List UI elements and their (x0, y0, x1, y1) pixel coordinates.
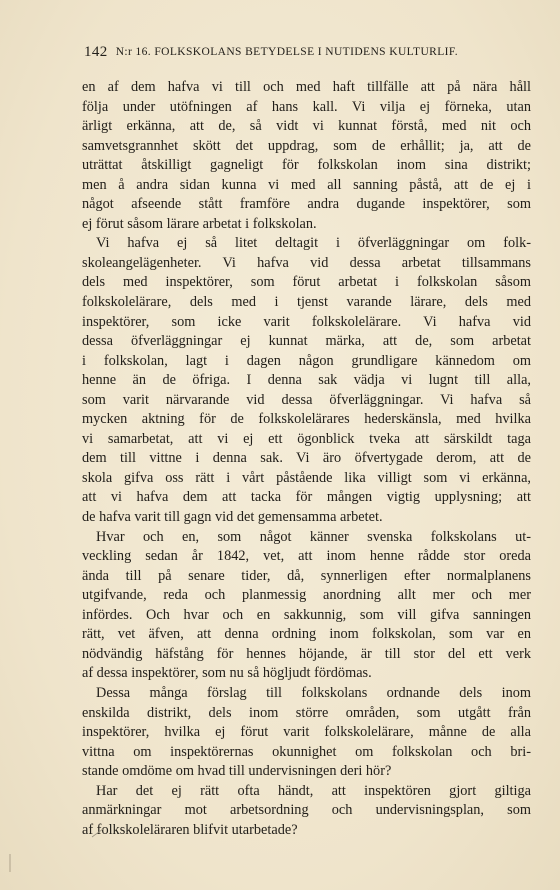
pencil-mark (90, 827, 106, 839)
text-line: något afseende stått framföre andra dugande inspektörer, som (82, 196, 531, 213)
text-line: infördes. Och hvar och en sakkunnig, som vill gifva sanningen (82, 606, 531, 623)
text-line: följa under utöfningen af hans kall. Vi vilja ej förneka, utan (82, 98, 531, 115)
body-text (82, 78, 531, 840)
text-line: enskilda distrikt, dels inom större områden, som utgått från (82, 704, 531, 721)
text-line: rätt, vet äfven, att denna ordning inom folkskolan, som var en (82, 626, 531, 643)
text-line: ärligt erkänna, att de, så vidt vi kunnat förstå, med nit och (82, 118, 531, 135)
text-line: inspektörer, hvilka ej förut varit folkskolelärare, månne de alla (82, 724, 531, 741)
text-line: nödvändig häfstång för hennes höjande, är till stor del ett verk (82, 645, 531, 662)
text-line: dem till vittne i denna sak. Vi äro öfvertygade derom, att de (82, 450, 531, 467)
text-line: skola gifva oss rätt i vårt påstående lika villigt som vi erkänna, (82, 469, 531, 486)
running-title: N:r 16. FOLKSKOLANS BETYDELSE I NUTIDENS KULTURLIF. (115, 46, 459, 58)
text-line: de hafva varit till gagn vid det gemensamma arbetet. (82, 509, 383, 526)
text-line: ej förut såsom lärare arbetat i folkskolan. (82, 215, 317, 232)
margin-mark (9, 854, 11, 872)
text-line: Vi hafva ej så litet deltagit i öfverläggningar om folk- (96, 235, 531, 252)
text-line: folkskolelärare, dels med i tjenst varande lärare, dels med (82, 294, 531, 311)
text-line: vittna om inspektörernas okunnighet om folkskolan och bri- (82, 743, 531, 760)
text-line: mycken aktning för de folkskolelärares hederskänsla, med hvilka (82, 411, 531, 428)
page-number: 142 (84, 44, 108, 60)
text-line: Dessa många förslag till folkskolans ordnande dels inom (96, 684, 531, 701)
text-line: dessa öfverläggningar ej kunnat märka, att de, som arbetat (82, 333, 531, 350)
text-line: utgifvande, reda och planmessig anordning allt mer och mer (82, 587, 531, 604)
text-line: henne än de öfriga. I denna sak vädja vi lugnt till alla, (82, 372, 531, 389)
text-line: Har det ej rätt ofta händt, att inspektören gjort giltiga (96, 782, 531, 799)
running-header (84, 44, 516, 64)
text-line: men å andra sidan kunna vi med all sanning påstå, att de ej i (82, 176, 531, 193)
text-line: anmärkningar mot arbetsordning och undervisningsplan, som (82, 802, 531, 819)
text-line: som varit närvarande vid dessa öfverläggningar. Vi hafva så (82, 391, 531, 408)
text-line: af folkskoleläraren blifvit utarbetade? (82, 821, 298, 838)
text-line: skoleangelägenheter. Vi hafva vid dessa arbetat tillsammans (82, 254, 531, 271)
text-line: inspektörer, som icke varit folkskolelärare. Vi hafva vid (82, 313, 531, 330)
text-line: Hvar och en, som något känner svenska folkskolans ut- (96, 528, 531, 545)
text-line: i folkskolan, lagt i dagen någon grundligare kännedom om (82, 352, 531, 369)
text-line: af dessa inspektörer, som nu så högljudt fördömas. (82, 665, 372, 682)
text-line: uträttat åtskilligt gagneligt för folkskolan inom sina distrikt; (82, 157, 531, 174)
text-line: stande omdöme om hvad till undervisningen deri hör? (82, 763, 392, 780)
text-line: dels med inspektörer, som förut arbetat i folkskolan såsom (82, 274, 531, 291)
text-line: veckling sedan år 1842, vet, att inom henne rådde stor oreda (82, 548, 531, 565)
text-line: samvetsgrannhet skött det uppdrag, som de erhållit; ja, att de (82, 137, 531, 154)
text-line: ända till på senare tider, då, synnerligen efter normalplanens (82, 567, 531, 584)
text-line: att vi hafva dem att tacka för mången vigtig upplysning; att (82, 489, 531, 506)
text-line: en af dem hafva vi till och med haft tillfälle att på nära håll (82, 79, 531, 95)
text-line: vi samarbetat, att vi ej ett ögonblick tveka att särskildt taga (82, 430, 531, 447)
